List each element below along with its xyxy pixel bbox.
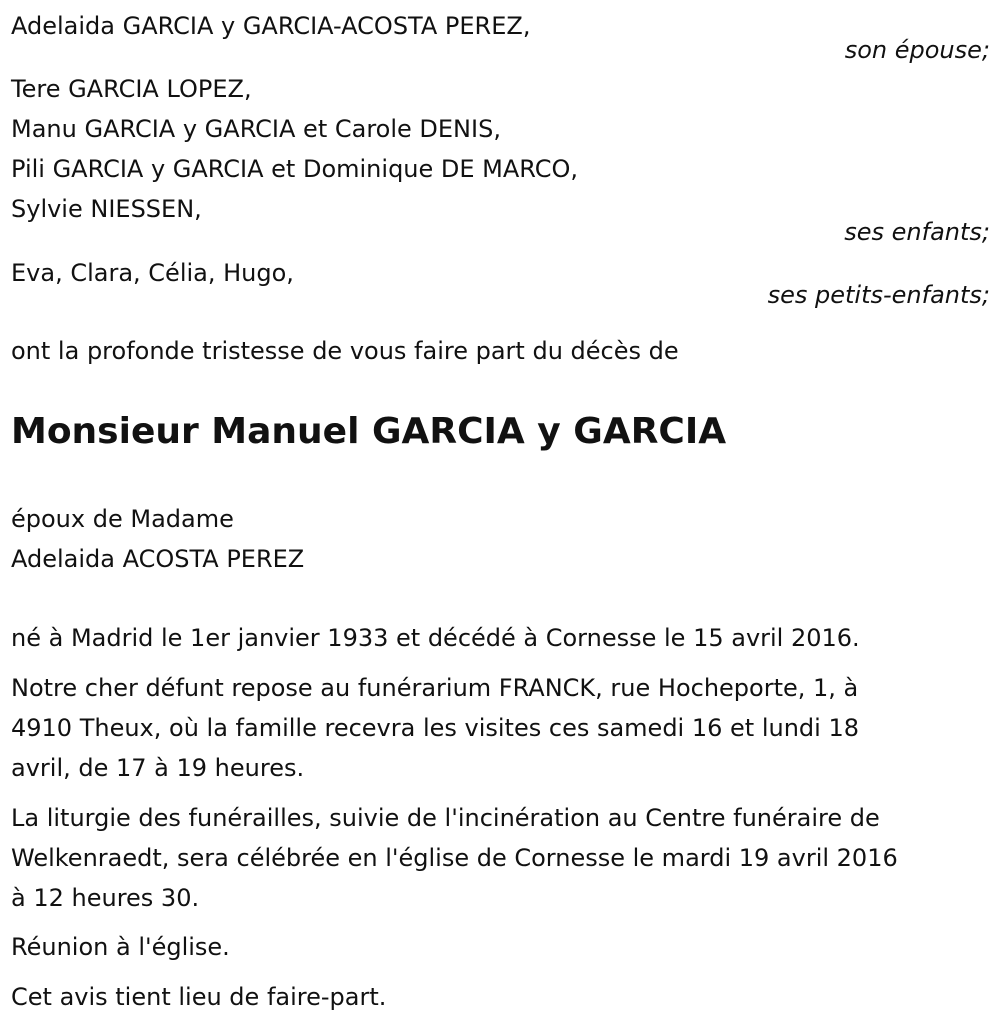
grandchildren-role: ses petits-enfants;	[767, 281, 990, 309]
paragraph-line: La liturgie des funérailles, suivie de l'incinération au Centre funéraire de	[11, 804, 880, 832]
spouse-name-line: Adelaida GARCIA y GARCIA-ACOSTA PEREZ,	[11, 12, 531, 40]
announcement-line: ont la profonde tristesse de vous faire part du décès de	[11, 337, 679, 365]
reunion-paragraph	[11, 927, 981, 967]
liturgy-paragraph	[11, 798, 981, 918]
paragraph-line: Réunion à l'église.	[11, 933, 230, 961]
paragraph-line: Cet avis tient lieu de faire-part.	[11, 983, 387, 1011]
spouse-role: son épouse;	[844, 36, 990, 64]
paragraph-line: Welkenraedt, sera célébrée en l'église de Cornesse le mardi 19 avril 2016	[11, 844, 898, 872]
announcement-text	[11, 331, 990, 371]
child-name: Sylvie NIESSEN,	[11, 195, 202, 223]
child-name: Pili GARCIA y GARCIA et Dominique DE MARCO,	[11, 155, 579, 183]
visitation-paragraph	[11, 668, 981, 788]
deceased-spouse	[11, 499, 990, 579]
paragraph-line: avril, de 17 à 19 heures.	[11, 754, 305, 782]
paragraph-line: né à Madrid le 1er janvier 1933 et décédé à Cornesse le 15 avril 2016.	[11, 624, 860, 652]
paragraph-line: 4910 Theux, où la famille recevra les visites ces samedi 16 et lundi 18	[11, 714, 859, 742]
deceased-name: Monsieur Manuel GARCIA y GARCIA	[11, 411, 727, 452]
child-name: Manu GARCIA y GARCIA et Carole DENIS,	[11, 115, 501, 143]
spouse-name	[11, 6, 990, 46]
birth-death-paragraph	[11, 618, 981, 658]
children-list	[11, 69, 990, 229]
closing-paragraph	[11, 977, 981, 1017]
paragraph-line: à 12 heures 30.	[11, 884, 200, 912]
paragraph-line: Notre cher défunt repose au funérarium FRANCK, rue Hocheporte, 1, à	[11, 674, 859, 702]
grandchildren-names: Eva, Clara, Célia, Hugo,	[11, 259, 294, 287]
children-role: ses enfants;	[844, 218, 990, 246]
deceased-spouse-line: Adelaida ACOSTA PEREZ	[11, 545, 305, 573]
child-name: Tere GARCIA LOPEZ,	[11, 75, 252, 103]
deceased-spouse-line: époux de Madame	[11, 505, 234, 533]
